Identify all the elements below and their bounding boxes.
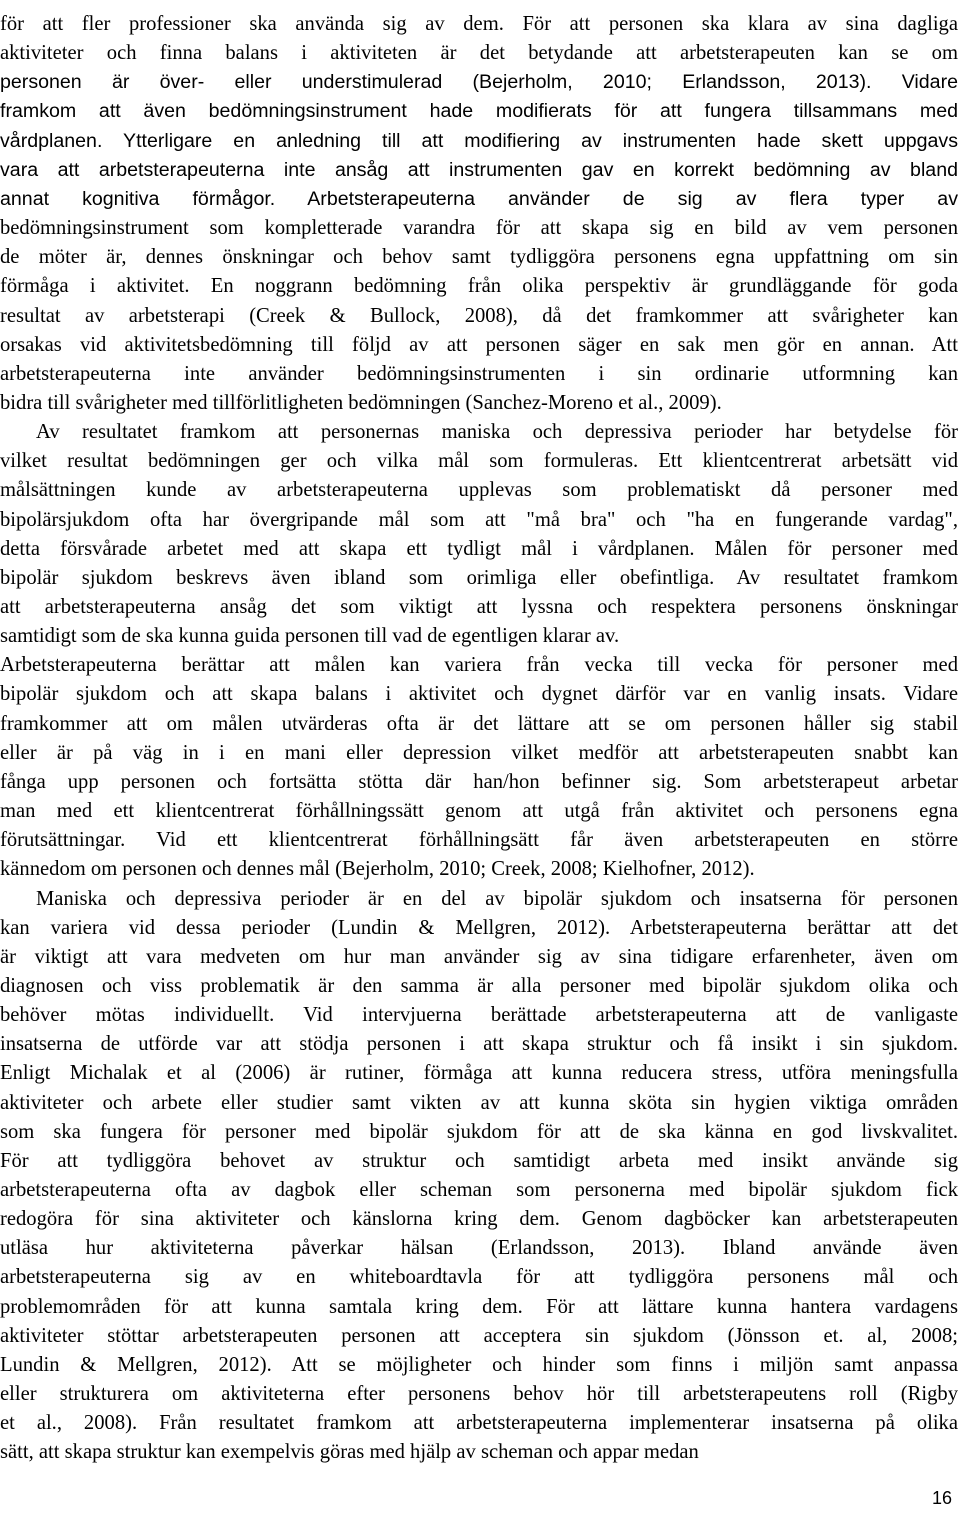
text-line: orsakas vid aktivitetsbedömning till följd av att personen säger en sak men gör en annan. Att (0, 334, 958, 356)
text-line: man med ett klientcentrerat förhållningssätt genom att utgå från aktivitet och personens egna (0, 800, 958, 822)
text-line: resultat av arbetsterapi (Creek & Bullock, 2008), då det framkommer att svårigheter kan (0, 305, 958, 327)
text-line: förmåga i aktivitet. En noggrann bedömning från olika perspektiv är grundläggande för goda (0, 275, 958, 297)
text-line: Enligt Michalak et al (2006) är rutiner, förmåga att kunna reducera stress, utföra meningsfulla (0, 1062, 958, 1084)
text-line: personen är över- eller understimulerad (Bejerholm, 2010; Erlandsson, 2013). Vidare (0, 71, 958, 93)
text-line: vara att arbetsterapeuterna inte ansåg att instrumenten gav en korrekt bedömning av bland (0, 159, 958, 181)
text-line: för att fler professioner ska använda sig av dem. För att personen ska klara av sina dagliga (0, 13, 958, 35)
text-line: redogöra för sina aktiviteter och känslorna kring dem. Genom dagböcker kan arbetsterapeuten (0, 1208, 958, 1230)
text-line: utläsa hur aktiviteterna påverkar hälsan (Erlandsson, 2013). Ibland använde även (0, 1237, 958, 1259)
text-line: Arbetsterapeuterna berättar att målen kan variera från vecka till vecka för personer med (0, 654, 958, 676)
text-line: bidra till svårigheter med tillförlitligheten bedömningen (Sanchez-Moreno et al., 2009). (0, 392, 722, 414)
text-line: framkommer att om målen utvärderas ofta är det lättare att se om personen håller sig stabil (0, 713, 958, 735)
text-line: de möter är, dennes önskningar och behov samt tydliggöra personens egna uppfattning om sin (0, 246, 958, 268)
text-line: problemområden för att kunna samtala kring dem. För att lättare kunna hantera vardagens (0, 1296, 958, 1318)
text-line: För att tydliggöra behovet av struktur och samtidigt arbeta med insikt använde sig (0, 1150, 958, 1172)
text-line: et al., 2008). Från resultatet framkom att arbetsterapeuterna implementerar insatserna på olika (0, 1412, 958, 1434)
text-line: samtidigt som de ska kunna guida personen till vad de egentligen klarar av. (0, 625, 620, 647)
text-line: arbetsterapeuterna sig av en whiteboardtavla för att tydliggöra personens mål och (0, 1266, 958, 1288)
text-line: kännedom om personen och dennes mål (Bejerholm, 2010; Creek, 2008; Kielhofner, 2012). (0, 858, 755, 880)
text-line: arbetsterapeuterna inte använder bedömningsinstrumenten i sin ordinarie utformning kan (0, 363, 958, 385)
text-line: eller är på väg in i en mani eller depression vilket medför att arbetsterapeuten snabbt kan (0, 742, 958, 764)
text-line: insatserna de utförde var att stödja personen i att skapa struktur och få insikt i sin sjukdom. (0, 1033, 958, 1055)
text-line: bipolär sjukdom och att skapa balans i aktivitet och dygnet därför var en vanlig insats. Vidare (0, 683, 958, 705)
text-line: målsättningen kunde av arbetsterapeuterna upplevas som problematiskt då personer med (0, 479, 958, 501)
text-line: behöver mötas individuellt. Vid intervjuerna berättade arbetsterapeuterna att de vanligaste (0, 1004, 958, 1026)
text-line: som ska fungera för personer med bipolär sjukdom för att de ska känna en god livskvalitet. (0, 1121, 958, 1143)
text-line: fånga upp personen och fortsätta stötta där han/hon befinner sig. Som arbetsterapeut arbetar (0, 771, 958, 793)
text-line: Av resultatet framkom att personernas maniska och depressiva perioder har betydelse för (36, 421, 958, 443)
text-line: diagnosen och viss problematik är den samma är alla personer med bipolär sjukdom olika och (0, 975, 958, 997)
text-line: bipolär sjukdom beskrevs även ibland som orimliga eller obefintliga. Av resultatet framkom (0, 567, 958, 589)
text-line: annat kognitiva förmågor. Arbetsterapeuterna använder de sig av flera typer av (0, 188, 958, 210)
text-line: förutsättningar. Vid ett klientcentrerat förhållningsätt får även arbetsterapeuten en större (0, 829, 958, 851)
text-line: vårdplanen. Ytterligare en anledning till att modifiering av instrumenten hade skett uppgavs (0, 130, 958, 152)
text-line: Lundin & Mellgren, 2012). Att se möjligheter och hinder som finns i miljön samt anpassa (0, 1354, 958, 1376)
text-line: framkom att även bedömningsinstrument hade modifierats för att fungera tillsammans med (0, 100, 958, 122)
text-line: bedömningsinstrument som kompletterade varandra för att skapa sig en bild av vem personen (0, 217, 958, 239)
text-line: att arbetsterapeuterna ansåg det som viktigt att lyssna och respektera personens önskningar (0, 596, 958, 618)
text-line: vilket resultat bedömningen ger och vilka mål som formuleras. Ett klientcentrerat arbetsätt vid (0, 450, 958, 472)
text-line: aktiviteter och arbete eller studier samt vikten av att kunna sköta sin hygien viktiga områden (0, 1092, 958, 1114)
text-line: arbetsterapeuterna ofta av dagbok eller scheman som personerna med bipolär sjukdom fick (0, 1179, 958, 1201)
text-line: kan variera vid dessa perioder (Lundin & Mellgren, 2012). Arbetsterapeuterna berättar att det (0, 917, 958, 939)
text-line: aktiviteter och finna balans i aktiviteten är det betydande att arbetsterapeuten kan se om (0, 42, 958, 64)
text-line: bipolärsjukdom ofta har övergripande mål som att "må bra" och "ha en fungerande vardag", (0, 509, 958, 531)
text-line: eller strukturera om aktiviteterna efter personens behov hör till arbetsterapeutens roll (Rigby (0, 1383, 958, 1405)
text-line: aktiviteter stöttar arbetsterapeuten personen att acceptera sin sjukdom (Jönsson et. al, 2008; (0, 1325, 958, 1347)
text-line: detta försvårade arbetet med att skapa ett tydligt mål i vårdplanen. Målen för personer med (0, 538, 958, 560)
text-line: Maniska och depressiva perioder är en del av bipolär sjukdom och insatserna för personen (36, 888, 958, 910)
text-line: sätt, att skapa struktur kan exempelvis göras med hjälp av scheman och appar medan (0, 1441, 699, 1463)
page-number: 16 (931, 1488, 952, 1508)
text-line: är viktigt att vara medveten om hur man använder sig av sina tidigare erfarenheter, även om (0, 946, 958, 968)
